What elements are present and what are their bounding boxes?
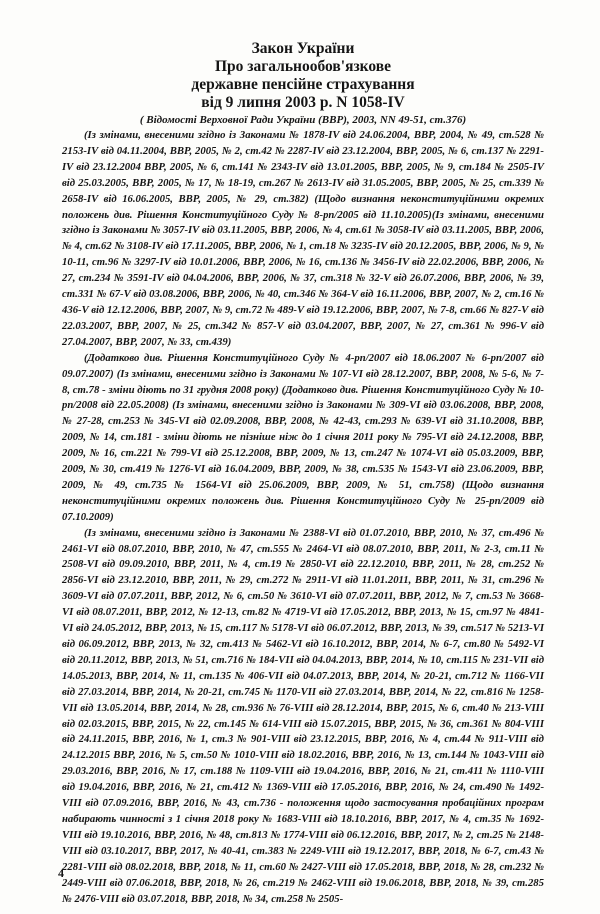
amendments-paragraph-2: (Додатково див. Рішення Конституційного Суду № 4-рп/2007 від 18.06.2007 № 6-рп/2007 від 09.07.2007) (Із змінами, внесеними згідно із Законами № 107-VI від 28.12.2007, ВВР, 2008, № 5-6, № 7-8, ст.78 - зміни діють по 31 грудня 2008 року) (Додатково див. Рішення Конституційного Суду № 10-рп/2008 від 22.05.2008) (Із змінами, внесеними згідно із Законами № 309-VI від 03.06.2008, ВВР, 2008, № 27-28, ст.253 № 345-VI від 02.09.2008, ВВР, 2008, № 42-43, ст.293 № 639-VI від 31.10.2008, ВВР, 2009, № 14, ст.181 - зміни діють не пізніше ніж до 1 січня 2011 року № 795-VI від 24.12.2008, ВВР, 2009, № 16, ст.221 № 799-VI від 25.12.2008, ВВР, 2009, № 13, ст.247 № 1074-VI від 05.03.2009, ВВР, 2009, № 30, ст.419 № 1276-VI від 16.04.2009, ВВР, 2009, № 38, ст.535 № 1543-VI від 23.06.2009, ВВР, 2009, № 49, ст.735 № 1564-VI від 25.06.2009, ВВР, 2009, № 51, ст.758) (Щодо визнання неконституційними окремих положень див. Рішення Конституційного Суду № 25-рп/2009 від 07.10.2009) xyxy=(62,351,544,523)
law-subtitle-line1: Про загальнообов'язкове xyxy=(214,58,392,75)
law-title-block xyxy=(62,40,544,112)
publication-source: ( Відомості Верховної Ради України (ВВР), 2003, NN 49-51, ст.376) xyxy=(139,114,467,126)
law-subtitle-line2: державне пенсійне страхування xyxy=(191,76,415,93)
amendments-paragraph-3: (Із змінами, внесеними згідно із Законами № 2388-VI від 01.07.2010, ВВР, 2010, № 37, ст.496 № 2461-VI від 08.07.2010, ВВР, 2010, № 47, ст.555 № 2464-VI від 08.07.2010, ВВР, 2011, № 2-3, ст.11 № 2508-VI від 09.09.2010, ВВР, 2011, № 4, ст.19 № 2850-VI від 22.12.2010, ВВР, 2011, № 28, ст.252 № 2856-VI від 23.12.2010, ВВР, 2011, № 29, ст.272 № 2911-VI від 11.01.2011, ВВР, 2011, № 31, ст.296 № 3609-VI від 07.07.2011, ВВР, 2012, № 6, ст.50 № 3610-VI від 07.07.2011, ВВР, 2012, № 7, ст.53 № 3668-VI від 08.07.2011, ВВР, 2012, № 12-13, ст.82 № 4719-VI від 17.05.2012, ВВР, 2013, № 15, ст.97 № 4841-VI від 24.05.2012, ВВР, 2013, № 15, ст.117 № 5178-VI від 06.07.2012, ВВР, 2013, № 39, ст.517 № 5213-VI від 06.09.2012, ВВР, 2013, № 32, ст.413 № 5462-VI від 16.10.2012, ВВР, 2014, № 6-7, ст.80 № 5492-VI від 20.11.2012, ВВР, 2013, № 51, ст.716 № 184-VII від 04.04.2013, ВВР, 2014, № 10, ст.115 № 231-VII від 14.05.2013, ВВР, 2014, № 11, ст.135 № 406-VII від 04.07.2013, ВВР, 2014, № 20-21, ст.712 № 1166-VII від 27.03.2014, ВВР, 2014, № 20-21, ст.745 № 1170-VII від 27.03.2014, ВВР, 2014, № 22, ст.816 № 1258-VII від 13.05.2014, ВВР, 2014, № 28, ст.936 № 76-VIII від 28.12.2014, ВВР, 2015, № 6, ст.40 № 213-VIII від 02.03.2015, ВВР, 2015, № 22, ст.145 № 614-VIII від 15.07.2015, ВВР, 2015, № 36, ст.361 № 804-VIII від 24.11.2015, ВВР, 2016, № 1, ст.3 № 901-VIII від 23.12.2015, ВВР, 2016, № 4, ст.44 № 911-VIII від 24.12.2015 ВВР, 2016, № 5, ст.50 № 1010-VIII від 18.02.2016, ВВР, 2016, № 13, ст.144 № 1043-VIII від 29.03.2016, ВВР, 2016, № 17, ст.188 № 1109-VIII від 19.04.2016, ВВР, 2016, № 21, ст.411 № 1110-VIII від 19.04.2016, ВВР, 2016, № 21, ст.412 № 1369-VIII від 17.05.2016, ВВР, 2016, № 24, ст.490 № 1492-VIII від 07.09.2016, ВВР, 2016, № 43, ст.736 - положення щодо застосування пробаційних програм набирають чинності з 1 січня 2018 року № 1683-VIII від 18.10.2016, ВВР, 2017, № 4, ст.35 № 1692-VIII від 19.10.2016, ВВР, 2016, № 48, ст.813 № 1774-VIII від 06.12.2016, ВВР, 2017, № 2, ст.25 № 2148-VIII від 03.10.2017, ВВР, 2017, № 40-41, ст.383 № 2249-VIII від 19.12.2017, ВВР, 2018, № 6-7, ст.43 № 2281-VIII від 08.02.2018, ВВР, 2018, № 11, ст.60 № 2427-VIII від 17.05.2018, ВВР, 2018, № 28, ст.232 № 2449-VIII від 07.06.2018, ВВР, 2018, № 26, ст.219 № 2462-VIII від 19.06.2018, ВВР, 2018, № 39, ст.285 № 2476-VIII від 03.07.2018, ВВР, 2018, № 34, ст.258 № 2505- xyxy=(62,526,544,905)
law-title: Закон України xyxy=(251,40,355,57)
amendments-paragraph-1: (Із змінами, внесеними згідно із Законами № 1878-IV від 24.06.2004, ВВР, 2004, № 49, ст.528 № 2153-IV від 04.11.2004, ВВР, 2005, № 2, ст.42 № 2287-IV від 23.12.2004, ВВР, 2005, № 6, ст.137 № 2291-IV від 23.12.2004 ВВР, 2005, № 6, ст.141 № 2343-IV від 13.01.2005, ВВР, 2005, № 9, ст.184 № 2505-IV від 25.03.2005, ВВР, 2005, № 17, № 18-19, ст.267 № 2613-IV від 31.05.2005, ВВР, 2005, № 25, ст.339 № 2658-IV від 16.06.2005, ВВР, 2005, № 29, ст.382) (Щодо визнання неконституційними окремих положень див. Рішення Конституційного Суду № 8-рп/2005 від 11.10.2005)(Із змінами, внесеними згідно із Законами № 3057-IV від 03.11.2005, ВВР, 2006, № 4, ст.61 № 3058-IV від 03.11.2005, ВВР, 2006, № 4, ст.62 № 3108-IV від 17.11.2005, ВВР, 2006, № 1, ст.18 № 3235-IV від 20.12.2005, ВВР, 2006, № 9, № 10-11, ст.96 № 3297-IV від 10.01.2006, ВВР, 2006, № 16, ст.136 № 3456-IV від 22.02.2006, ВВР, 2006, № 27, ст.234 № 3591-IV від 04.04.2006, ВВР, 2006, № 37, ст.318 № 32-V від 26.07.2006, ВВР, 2006, № 39, ст.331 № 67-V від 03.08.2006, ВВР, 2006, № 40, ст.346 № 364-V від 16.11.2006, ВВР, 2007, № 2, ст.16 № 436-V від 12.12.2006, ВВР, 2007, № 9, ст.72 № 489-V від 19.12.2006, ВВР, 2007, № 7-8, ст.66 № 827-V від 22.03.2007, ВВР, 2007, № 25, ст.342 № 857-V від 03.04.2007, ВВР, 2007, № 27, ст.361 № 996-V від 27.04.2007, ВВР, 2007, № 33, ст.439) xyxy=(62,129,544,348)
page-number: 4 xyxy=(58,866,64,880)
law-date-number: від 9 липня 2003 р. N 1058-IV xyxy=(201,94,405,111)
